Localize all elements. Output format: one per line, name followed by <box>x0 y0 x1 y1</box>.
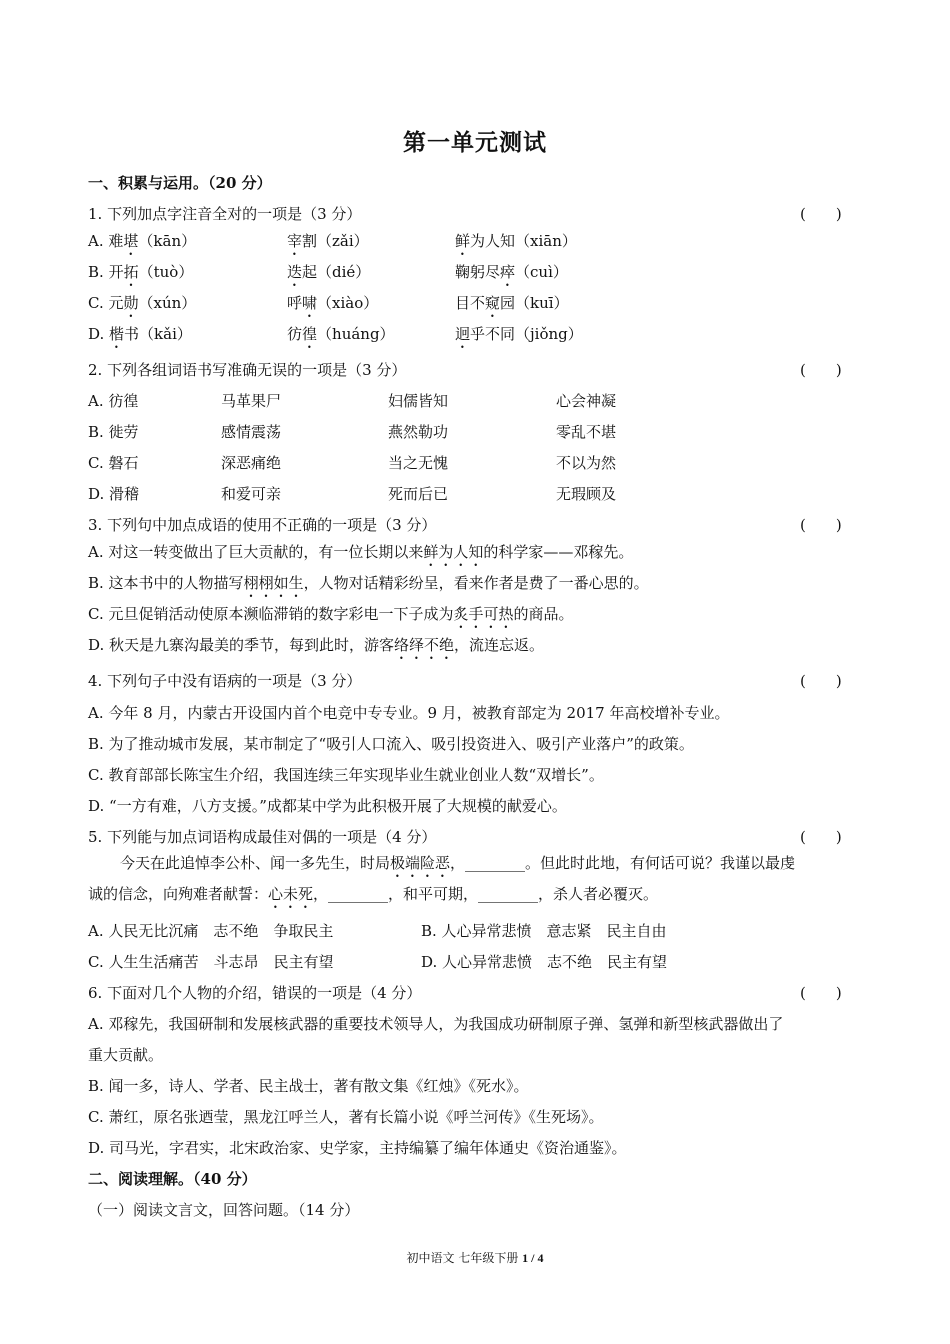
option-c-item-2 <box>287 292 378 321</box>
option-d-item-2 <box>287 323 395 352</box>
text: ，人物对话精彩纷呈，看来作者是费了一番心思的。 <box>303 574 649 592</box>
word: 深恶痛绝 <box>221 454 282 472</box>
option-c: C. 萧红，原名张迺莹，黑龙江呼兰人，著有长篇小说《呼兰河传》《生死场》。 <box>88 1108 604 1126</box>
text: 目不 <box>455 294 486 312</box>
text: （kān） <box>138 232 197 250</box>
option-d-item-3 <box>455 323 583 352</box>
text: 呼 <box>287 294 303 312</box>
word: 感情震荡 <box>221 423 282 441</box>
word: 零乱不堪 <box>556 423 617 441</box>
text: 的科学家——邓稼先。 <box>483 543 634 561</box>
option-c: C. 人生生活痛苦 斗志昂 民主有望 <box>88 953 334 971</box>
option-d <box>88 634 544 663</box>
dotted-idiom: 炙手可热 <box>453 605 514 623</box>
option-b <box>88 261 193 290</box>
option-c <box>88 603 574 632</box>
question-3-stem: 3. 下列句中加点成语的使用不正确的一项是（3 分） <box>88 516 437 534</box>
page-title: 第一单元测试 <box>403 129 547 156</box>
dotted-char: 拓 <box>123 263 139 281</box>
text: 为人知（xiān） <box>470 232 577 250</box>
text: 今天在此追悼李公朴、闻一多先生，时局 <box>120 854 391 872</box>
option-label: C. <box>88 294 109 312</box>
text: 乎不同（jiǒng） <box>470 325 583 343</box>
option-d: D. 司马光，字君实，北宋政治家、史学家，主持编纂了编年体通史《资治通鉴》。 <box>88 1139 627 1157</box>
option-label: D. <box>88 325 110 343</box>
text: 彷 <box>287 325 303 343</box>
text: （xiào） <box>317 294 379 312</box>
word: 不以为然 <box>556 454 617 472</box>
text: 诚的信念，向殉难者献誓： <box>88 885 269 903</box>
option-b <box>88 572 649 601</box>
option-c: C. 磐石 <box>88 454 139 472</box>
option-b-item-3 <box>455 261 568 290</box>
section-heading-1: 一、积累与运用。（20 分） <box>88 174 272 192</box>
option-a <box>88 541 633 570</box>
text: （xún） <box>138 294 197 312</box>
dotted-char: 勋 <box>123 294 139 312</box>
word: 死而后已 <box>388 485 449 503</box>
word: 燕然勒功 <box>388 423 449 441</box>
text: （huáng） <box>317 325 395 343</box>
option-b: B. 为了推动城市发展，某市制定了“吸引人口流入、吸引投资进入、吸引产业落户”的政策。 <box>88 735 694 753</box>
text: 割（zǎi） <box>302 232 369 250</box>
dotted-char: 楷 <box>109 325 125 343</box>
answer-parentheses: ( ) <box>800 672 842 690</box>
dotted-char: 啸 <box>302 294 318 312</box>
option-a: A. 彷徨 <box>88 392 139 410</box>
text: （cuì） <box>515 263 568 281</box>
text: 书（kǎi） <box>124 325 192 343</box>
page-footer <box>0 1249 950 1266</box>
question-4-stem: 4. 下列句子中没有语病的一项是（3 分） <box>88 672 362 690</box>
text: 元 <box>108 294 124 312</box>
option-b: B. 徙劳 <box>88 423 139 441</box>
text: 鞠躬尽 <box>455 263 501 281</box>
section-heading-2: 二、阅读理解。（40 分） <box>88 1170 257 1188</box>
question-1-stem: 1. 下列加点字注音全对的一项是（3 分） <box>88 205 362 223</box>
option-label: A. <box>88 232 109 250</box>
text: A. 对这一转变做出了巨大贡献的，有一位长期以来 <box>88 543 424 561</box>
question-5-stem: 5. 下列能与加点词语构成最佳对偶的一项是（4 分） <box>88 828 437 846</box>
dotted-char: 堪 <box>123 232 139 250</box>
word: 心会神凝 <box>556 392 617 410</box>
question-2-stem: 2. 下列各组词语书写准确无误的一项是（3 分） <box>88 361 407 379</box>
dotted-char: 窥 <box>485 294 501 312</box>
option-c: C. 教育部部长陈宝生介绍，我国连续三年实现毕业生就业创业人数“双增长”。 <box>88 766 604 784</box>
word: 马革果尸 <box>221 392 282 410</box>
text: C. 元旦促销活动使原本濒临滞销的数字彩电一下子成为 <box>88 605 454 623</box>
answer-parentheses: ( ) <box>800 984 842 1002</box>
option-a-item-2 <box>287 230 369 259</box>
option-a <box>88 230 196 259</box>
subsection-heading-1: （一）阅读文言文，回答问题。（14 分） <box>88 1201 360 1219</box>
text: D. 秋天是九寨沟最美的季节，每到此时，游客 <box>88 636 395 654</box>
text: ，流连忘返。 <box>454 636 545 654</box>
passage-line-2 <box>88 883 658 912</box>
text: ，________。但此时此地，有何话可说？我谨以最虔 <box>450 854 796 872</box>
option-b-item-2 <box>287 261 370 290</box>
answer-parentheses: ( ) <box>800 361 842 379</box>
footer-text: 初中语文 七年级下册 <box>406 1251 523 1265</box>
option-d: D. 滑稽 <box>88 485 140 503</box>
dotted-char: 徨 <box>302 325 318 343</box>
dotted-char: 迥 <box>455 325 471 343</box>
option-d: D. “一方有难，八方支援。”成都某中学为此积极开展了大规模的献爱心。 <box>88 797 567 815</box>
dotted-char: 迭 <box>287 263 303 281</box>
text: ，________，和平可期，________，杀人者必覆灭。 <box>313 885 659 903</box>
dotted-char: 鲜 <box>455 232 471 250</box>
option-c <box>88 292 196 321</box>
dotted-phrase: 极端险恶 <box>390 854 451 872</box>
option-b: B. 闻一多，诗人、学者、民主战士，著有散文集《红烛》《死水》。 <box>88 1077 529 1095</box>
option-a: A. 人民无比沉痛 志不绝 争取民主 <box>88 922 334 940</box>
text: 的商品。 <box>513 605 574 623</box>
answer-parentheses: ( ) <box>800 205 842 223</box>
dotted-idiom: 栩栩如生 <box>243 574 304 592</box>
option-b: B. 人心异常悲愤 意志紧 民主自由 <box>421 922 667 940</box>
dotted-char: 瘁 <box>500 263 516 281</box>
dotted-char: 宰 <box>287 232 303 250</box>
word: 妇儒皆知 <box>388 392 449 410</box>
text: 难 <box>108 232 124 250</box>
word: 当之无愧 <box>388 454 449 472</box>
page-number: 1 / 4 <box>522 1251 544 1265</box>
text: 起（dié） <box>302 263 371 281</box>
option-d: D. 人心异常悲愤 志不绝 民主有望 <box>421 953 668 971</box>
answer-parentheses: ( ) <box>800 516 842 534</box>
option-a: A. 今年 8 月，内蒙古开设国内首个电竞中专专业。9 月，被教育部定为 2017 年高校增补专业。 <box>88 704 730 722</box>
dotted-phrase: 心未死 <box>268 885 314 903</box>
question-6-stem: 6. 下面对几个人物的介绍，错误的一项是（4 分） <box>88 984 422 1002</box>
text: （tuò） <box>138 263 194 281</box>
option-a: A. 邓稼先，我国研制和发展核武器的重要技术领导人，为我国成功研制原子弹、氢弹和新型核武器做出了 <box>88 1015 784 1033</box>
option-a-continued: 重大贡献。 <box>88 1046 164 1064</box>
answer-parentheses: ( ) <box>800 828 842 846</box>
text: B. 这本书中的人物描写 <box>88 574 244 592</box>
option-c-item-3 <box>455 292 569 321</box>
option-d <box>88 323 192 352</box>
word: 无瑕顾及 <box>556 485 617 503</box>
dotted-idiom: 鲜为人知 <box>423 543 484 561</box>
text: 园（kuī） <box>500 294 569 312</box>
passage-line-1 <box>120 852 795 881</box>
option-label: B. <box>88 263 109 281</box>
option-a-item-3 <box>455 230 577 259</box>
dotted-idiom: 络绎不绝 <box>394 636 455 654</box>
word: 和爱可亲 <box>221 485 282 503</box>
text: 开 <box>108 263 124 281</box>
